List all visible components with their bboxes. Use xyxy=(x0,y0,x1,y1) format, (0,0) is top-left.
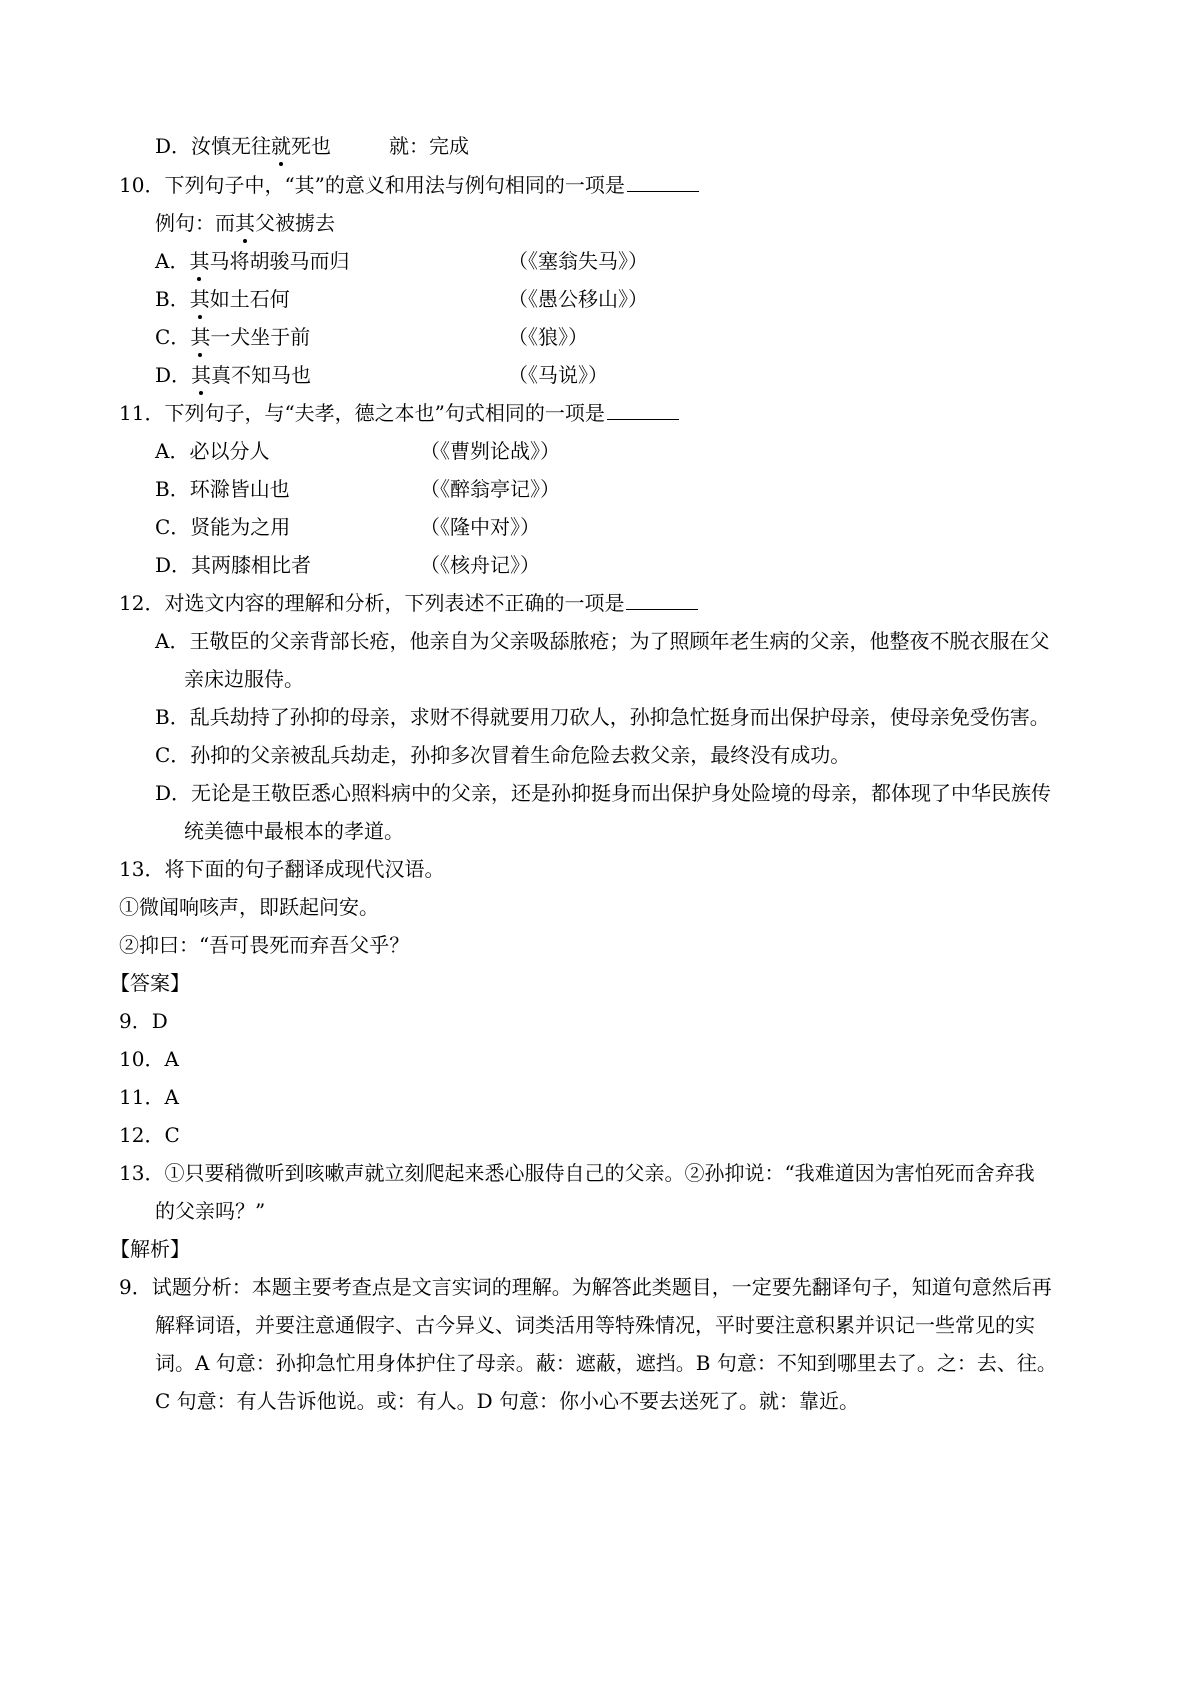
q10-option-b-source: （《愚公移山》） xyxy=(508,287,648,311)
answer-blank xyxy=(627,171,699,192)
q12-option-c: C．孙抑的父亲被乱兵劫走，孙抑多次冒着生命危险去救父亲，最终没有成功。 xyxy=(155,743,851,767)
emphasized-char: 就 xyxy=(271,134,292,158)
q11-option-c: C．贤能为之用 xyxy=(155,515,291,539)
answer-heading: 【答案】 xyxy=(110,971,190,995)
q10-option-d xyxy=(155,361,311,389)
q13-stem: 13．将下面的句子翻译成现代汉语。 xyxy=(119,857,445,881)
q9-option-d xyxy=(155,132,331,160)
option-text: D．汝慎无往 xyxy=(155,134,272,158)
option-text: 马将胡骏马而归 xyxy=(209,249,350,273)
emphasized-char: 其 xyxy=(189,249,210,273)
q12-option-b: B．乱兵劫持了孙抑的母亲，求财不得就要用刀砍人，孙抑急忙挺身而出保护母亲，使母亲免受伤害。 xyxy=(155,705,1050,729)
analysis-line-3: 词。A 句意：孙抑急忙用身体护住了母亲。蔽：遮蔽，遮挡。B 句意：不知到哪里去了。之：去、往。 xyxy=(155,1351,1057,1375)
question-text: 11．下列句子，与“夫孝，德之本也”句式相同的一项是 xyxy=(119,401,605,425)
option-letter: C． xyxy=(155,325,191,349)
emphasized-char: 其 xyxy=(235,211,255,235)
q11-option-b-source: （《醉翁亭记》） xyxy=(420,477,560,501)
q11-option-b: B．环滁皆山也 xyxy=(155,477,290,501)
q11-option-a: A．必以分人 xyxy=(155,439,270,463)
analysis-line-4: C 句意：有人告诉他说。或：有人。D 句意：你小心不要去送死了。就：靠近。 xyxy=(155,1389,860,1413)
q12-option-d-line2: 统美德中最根本的孝道。 xyxy=(184,819,404,843)
example-text-rest: 父被掳去 xyxy=(255,211,335,235)
answer-13-line1: 13．①只要稍微听到咳嗽声就立刻爬起来悉心服侍自己的父亲。②孙抑说：“我难道因为害怕死而舍弃我 xyxy=(119,1161,1035,1185)
option-text: 真不知马也 xyxy=(211,363,312,387)
emphasized-char: 其 xyxy=(190,325,211,349)
q10-option-b xyxy=(155,285,290,313)
q10-option-a xyxy=(155,247,349,275)
q12-option-a-line2: 亲床边服侍。 xyxy=(184,667,304,691)
q10-option-d-source: （《马说》） xyxy=(508,363,608,387)
q13-sentence-2: ②抑曰：“吾可畏死而弃吾父乎？ xyxy=(119,933,410,957)
q10-option-c xyxy=(155,323,310,351)
q12-stem xyxy=(119,589,698,617)
option-text: 如土石何 xyxy=(209,287,290,311)
answer-12: 12．C xyxy=(119,1123,180,1147)
q13-sentence-1: ①微闻响咳声，即跃起问安。 xyxy=(119,895,379,919)
analysis-line-1: 9．试题分析：本题主要考查点是文言实词的理解。为解答此类题目，一定要先翻译句子，知道句意然后再 xyxy=(119,1275,1052,1299)
emphasized-char: 其 xyxy=(191,363,212,387)
emphasized-char: 其 xyxy=(189,287,210,311)
option-text-rest: 死也 xyxy=(291,134,332,158)
q10-stem xyxy=(119,171,699,199)
q12-option-a-line1: A．王敬臣的父亲背部长疮，他亲自为父亲吸舔脓疮；为了照顾年老生病的父亲，他整夜不脱衣服在父 xyxy=(155,629,1050,653)
analysis-heading: 【解析】 xyxy=(110,1237,190,1261)
analysis-line-2: 解释词语，并要注意通假字、古今异义、词类活用等特殊情况，平时要注意积累并识记一些常见的实 xyxy=(155,1313,1035,1337)
answer-13-line2: 的父亲吗？” xyxy=(155,1199,266,1223)
q11-stem xyxy=(119,399,679,427)
question-text: 12．对选文内容的理解和分析，下列表述不正确的一项是 xyxy=(119,591,625,615)
q9-option-d-gloss: 就：完成 xyxy=(389,134,469,158)
q11-option-a-source: （《曹刿论战》） xyxy=(420,439,560,463)
answer-10: 10．A xyxy=(119,1047,179,1071)
answer-blank xyxy=(607,399,679,420)
q10-example xyxy=(155,209,335,237)
option-letter: A． xyxy=(155,249,190,273)
q10-option-c-source: （《狼》） xyxy=(508,325,588,349)
q11-option-d-source: （《核舟记》） xyxy=(420,553,540,577)
q11-option-c-source: （《隆中对》） xyxy=(420,515,540,539)
example-text: 例句：而 xyxy=(155,211,235,235)
q11-option-d: D．其两膝相比者 xyxy=(155,553,312,577)
answer-blank xyxy=(626,589,698,610)
question-text: 10．下列句子中，“其”的意义和用法与例句相同的一项是 xyxy=(119,173,625,197)
answer-11: 11．A xyxy=(119,1085,179,1109)
option-letter: D． xyxy=(155,363,192,387)
option-text: 一犬坐于前 xyxy=(210,325,311,349)
q12-option-d-line1: D．无论是王敬臣悉心照料病中的父亲，还是孙抑挺身而出保护身处险境的母亲，都体现了中华民族传 xyxy=(155,781,1052,805)
option-letter: B． xyxy=(155,287,190,311)
q10-option-a-source: （《塞翁失马》） xyxy=(508,249,648,273)
answer-9: 9．D xyxy=(119,1009,168,1033)
